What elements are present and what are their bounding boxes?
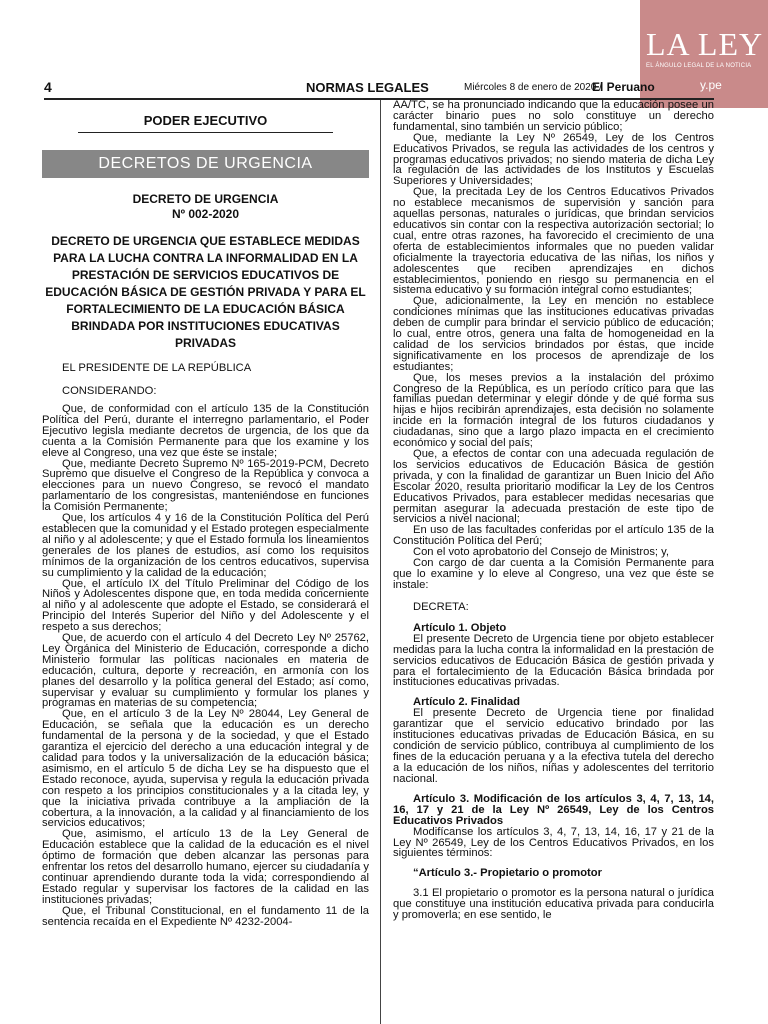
category-banner: DECRETOS DE URGENCIA	[42, 150, 369, 178]
page-header	[44, 78, 714, 96]
article-3-title: Artículo 3. Modificación de los artículos 3, 4, 7, 13, 14, 16, 17 y 21 de la Ley Nº 26549, Ley de los Centros Educativos Privados	[393, 792, 714, 827]
paragraph: Con el voto aprobatorio del Consejo de Ministros; y,	[413, 546, 669, 559]
paragraph: Que, de conformidad con el artículo 135 de la Constitución Política del Perú, durante el interregno parlamentario, el Poder Ejecutivo legisla mediante decretos de urgencia, de los que da cuenta a la Comisión Permanente para que los examine y los eleve al Congreso, una vez que éste se instale;	[42, 403, 369, 459]
decree-number: Nº 002-2020	[171, 207, 240, 221]
paragraph: Que, los meses previos a la instalación del próximo Congreso de la República, es un período crítico para que las familias puedan determinar y elegir dónde y de qué forma sus hijas e hijos recibirán aprendizajes, esta decisión no solamente incide en la formación integral de los futuros ciudadanos y ciudadanas, sino que a largo plazo impacta en el crecimiento económico y social del país;	[393, 371, 714, 450]
decree-label: DECRETO DE URGENCIA	[132, 192, 279, 206]
paragraph: Que, asimismo, el artículo 13 de la Ley General de Educación establece que la calidad de la educación es el nivel óptimo de formación que deben alcanzar las personas para enfrentar los retos del desarrollo humano, ejercer su ciudadanía y continuar aprendiendo durante toda la vida; correspondiendo al Estado regular y supervisar los factores de la calidad en las instituciones privadas;	[42, 828, 369, 906]
paragraph: Que, de acuerdo con el artículo 4 del Decreto Ley Nº 25762, Ley Orgánica del Ministerio de Educación, corresponde a dicho Ministerio formular las políticas nacionales en materia de educación, cultura, deporte y recreación, en armonía con los planes del desarrollo y la política general del Estado; así como, supervisar y evaluar su cumplimiento y formular los planes y programas en materias de su competencia;	[42, 632, 369, 710]
paragraph: Que, el artículo IX del Título Preliminar del Código de los Niños y Adolescentes dispone que, en toda medida concerniente al niño y al adolescente que adopte el Estado, se considerará el Principio del Interés Superior del Niño y del Adolescente y el respeto a sus derechos;	[42, 577, 369, 634]
article-3-sub-title: “Artículo 3.- Propietario o promotor	[413, 867, 602, 880]
article-2-title: Artículo 2. Finalidad	[413, 696, 520, 709]
column-divider	[380, 100, 381, 1024]
paragraph: Que, el Tribunal Constitucional, en el fundamento 11 de la sentencia recaída en el Expediente Nº 4232-2004-	[42, 904, 369, 928]
decree-title: DECRETO DE URGENCIA QUE ESTABLECE MEDIDAS PARA LA LUCHA CONTRA LA INFORMALIDAD EN LA PRESTACIÓN DE SERVICIOS EDUCATIVOS DE EDUCACIÓN BÁSICA DE GESTIÓN PRIVADA Y PARA EL FORTALECIMIENTO DE LA EDUCACIÓN BÁSICA BRINDADA POR INSTITUCIONES EDUCATIVAS PRIVADAS	[45, 234, 366, 350]
decreta-heading: DECRETA:	[413, 600, 469, 613]
section-title: PODER EJECUTIVO	[78, 113, 333, 133]
article-2-text: El presente Decreto de Urgencia tiene por finalidad garantizar que el servicio educativo brindado por las instituciones educativas privadas de Educación Básica, en su condición de servicio público, contribuya al cumplimiento de los fines de la educación peruana y a la efectiva tutela del derecho a la educación de los niños, niñas y adolescentes del territorio nacional.	[393, 707, 714, 785]
paragraph: AA/TC, se ha pronunciado indicando que la educación posee un carácter binario pues no solo constituye un derecho fundamental, sino también un servicio público;	[393, 99, 714, 133]
considerando: CONSIDERANDO:	[62, 385, 157, 397]
header-title: NORMAS LEGALES	[306, 80, 429, 95]
article-1-text: El presente Decreto de Urgencia tiene por objeto establecer medidas para la lucha contra la informalidad en la prestación de servicios educativos de Educación Básica de gestión privada y para el fortalecimiento de la Educación Básica brindada por instituciones educativas privadas.	[393, 632, 714, 689]
header-date: Miércoles 8 de enero de 2020 /	[464, 82, 602, 93]
paragraph: Que, los artículos 4 y 16 de la Constitución Política del Perú establecen que la comunidad y el Estado protegen especialmente al niño y al adolescente; y que el Estado formula los lineamientos generales de los planes de estudios, así como los requisitos mínimos de la organización de los centros educativos, supervisa su cumplimiento y la calidad de la educación;	[42, 512, 369, 579]
paragraph: En uso de las facultades conferidas por el artículo 135 de la Constitución Política del Perú;	[393, 524, 714, 548]
paragraph: Que, mediante la Ley Nº 26549, Ley de los Centros Educativos Privados, se regula las actividades de los centros y programas educativos privados; no siendo materia de dicha Ley la regulación de las actividades de los Institutos y Escuelas Superiores y Universidades;	[393, 131, 714, 188]
logo-title: LA LEY	[646, 26, 764, 62]
logo-subtitle: EL ÁNGULO LEGAL DE LA NOTICIA	[646, 63, 752, 69]
paragraph: Que, en el artículo 3 de la Ley Nº 28044, Ley General de Educación, se señala que la educación es un derecho fundamental de la persona y de la sociedad, y que el Estado garantiza el ejercicio del derecho a una educación integral y de calidad para todos y la universalización de la educación básica; asimismo, en el artículo 5 de dicha Ley se ha dispuesto que el Estado reconoce, ayuda, supervisa y regula la educación privada con respeto a los principios constitucionales y a la citada ley, y que la iniciativa privada contribuye a la ampliación de la cobertura, a la innovación, a la calidad y al financiamiento de los servicios educativos;	[42, 708, 369, 830]
paragraph: Que, mediante Decreto Supremo Nº 165-2019-PCM, Decreto Supremo que disuelve el Congreso de la República y convoca a elecciones para un nuevo Congreso, se revocó el mandato parlamentario de los congresistas, manteniéndose en funciones la Comisión Permanente;	[42, 457, 369, 514]
page-number: 4	[44, 79, 52, 95]
right-column	[393, 100, 714, 921]
url-fragment: y.pe	[700, 78, 722, 92]
left-column	[42, 100, 369, 928]
paragraph: Con cargo de dar cuenta a la Comisión Permanente para que lo examine y lo eleve al Congreso, una vez que éste se instale:	[393, 557, 714, 591]
article-3-text: Modifícanse los artículos 3, 4, 7, 13, 14, 16, 17 y 21 de la Ley Nº 26549, Ley de los Centros Educativos Privados, en los siguientes términos:	[393, 825, 714, 860]
president-line: EL PRESIDENTE DE LA REPÚBLICA	[62, 362, 252, 374]
publication-name: El Peruano	[592, 80, 655, 94]
article-3-sub-text: 3.1 El propietario o promotor es la persona natural o jurídica que constituye una institución educativa privada para conducirla y promoverla; en ese sentido, le	[393, 887, 714, 922]
paragraph: Que, adicionalmente, la Ley en mención no establece condiciones mínimas que las instituciones educativas privadas deben de cumplir para brindar el servicio público de educación; lo cual, entre otros, genera una falta de homogeneidad en la calidad de los servicios brindados por éstas, que incide significativamente en los procesos de aprendizaje de los estudiantes;	[393, 295, 714, 373]
paragraph: Que, a efectos de contar con una adecuada regulación de los servicios educativos de Educación Básica de gestión privada, y con la finalidad de garantizar un Buen Inicio del Año Escolar 2020, resulta prioritario modificar la Ley de los Centros Educativos Privados, para establecer medidas necesarias que permitan asegurar la adecuada prestación de este tipo de servicios a nivel nacional;	[393, 448, 714, 526]
article-1-title: Artículo 1. Objeto	[413, 621, 507, 634]
paragraph: Que, la precitada Ley de los Centros Educativos Privados no establece mecanismos de supervisión y sanción para aquellas personas, naturales o jurídicas, que brindan servicios educativos sin contar con la respectiva autorización sectorial; lo cual, entre otras razones, ha favorecido el crecimiento de una oferta de establecimientos informales que no pueden validar oficialmente la trayectoria educativa de las niñas, los niños y adolescentes que reciben aprendizajes en dichos establecimientos, poniendo en riesgo su permanencia en el sistema educativo y su formación integral como estudiantes;	[393, 186, 714, 297]
